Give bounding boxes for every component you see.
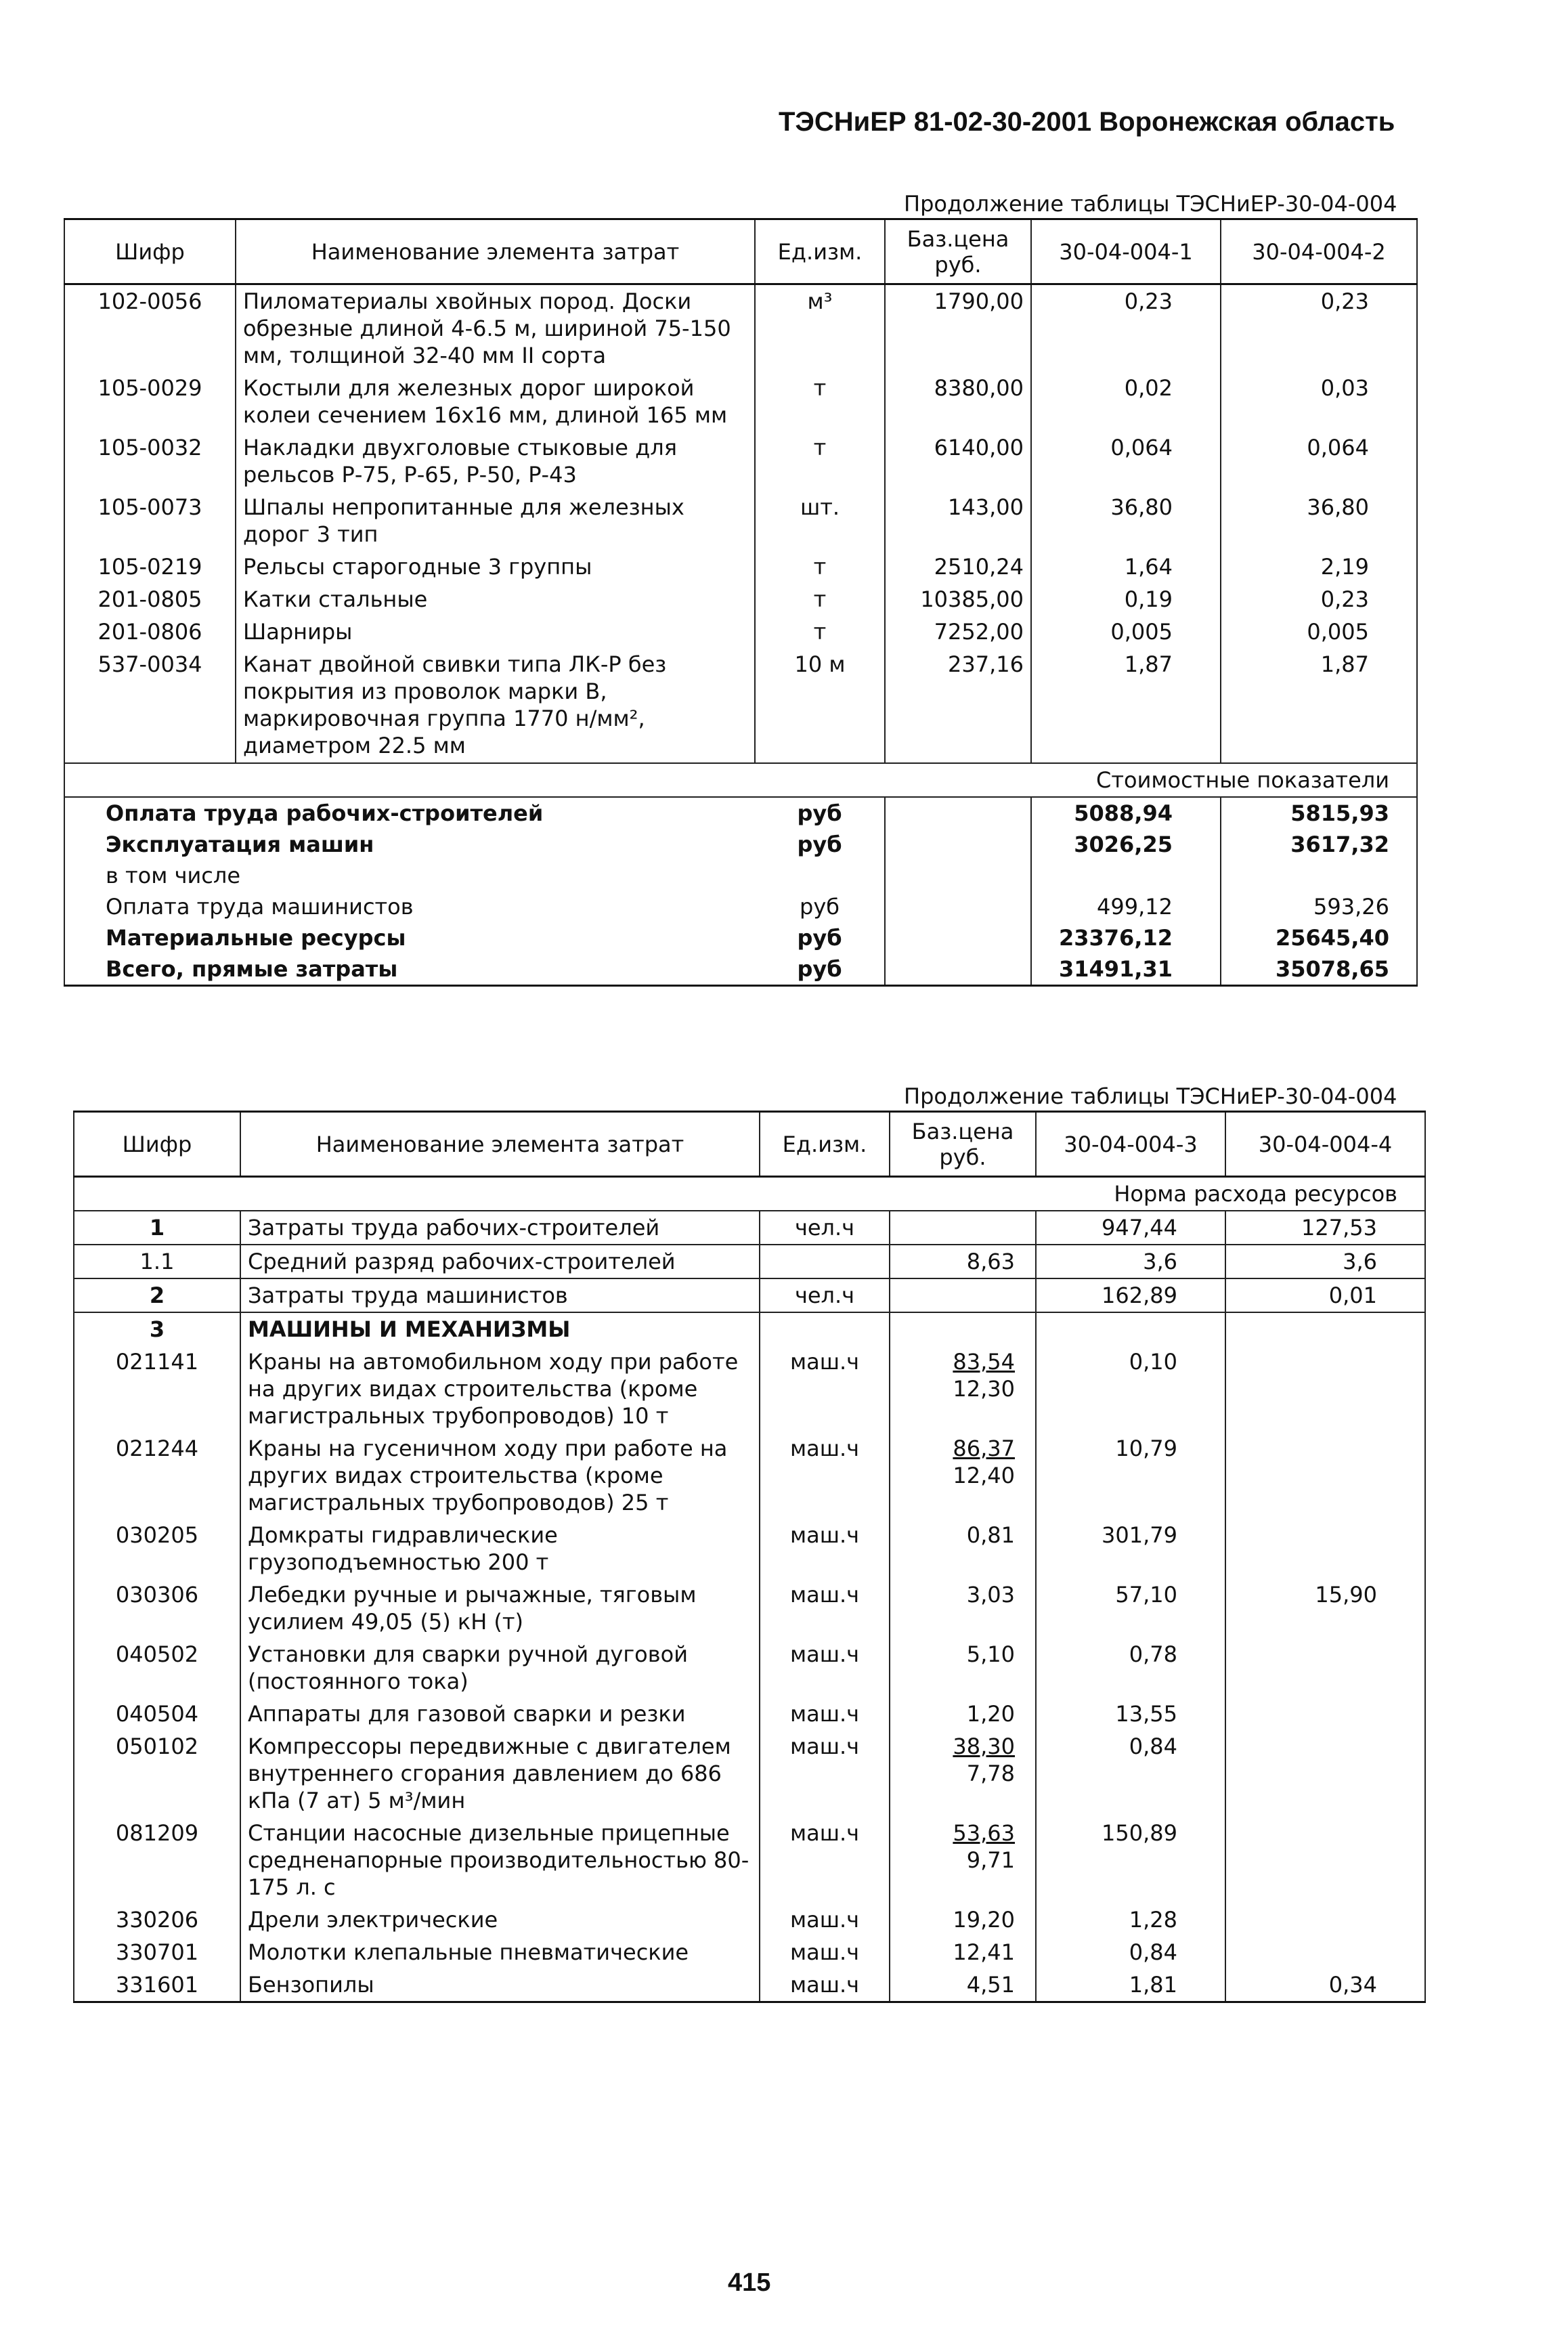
table-row xyxy=(74,1698,1425,1730)
cell-name: МАШИНЫ И МЕХАНИЗМЫ xyxy=(240,1312,760,1345)
cell-c1: 0,23 xyxy=(1031,284,1221,372)
cell-unit: маш.ч xyxy=(760,1817,890,1903)
table2 xyxy=(73,1111,1426,2003)
col-header-c1: 30-04-004-1 xyxy=(1031,219,1221,284)
cell-price: 8380,00 xyxy=(885,372,1031,431)
cell-price: 6140,00 xyxy=(885,431,1031,491)
cell-code: 201-0806 xyxy=(64,616,236,648)
cell-c1: 57,10 xyxy=(1036,1578,1225,1638)
table-row xyxy=(64,648,1417,763)
cell-c2: 127,53 xyxy=(1225,1211,1425,1245)
cell-c1: 162,89 xyxy=(1036,1278,1225,1312)
cell-c2: 0,01 xyxy=(1225,1278,1425,1312)
cell-code: 021141 xyxy=(74,1345,240,1432)
cell-c2: 0,03 xyxy=(1221,372,1417,431)
cell-c2 xyxy=(1225,1903,1425,1936)
table-row xyxy=(74,1211,1425,1245)
cell-c2: 3,6 xyxy=(1225,1245,1425,1278)
norm-header-row xyxy=(74,1177,1425,1211)
cell-name: Аппараты для газовой сварки и резки xyxy=(240,1698,760,1730)
table-row xyxy=(74,1638,1425,1698)
cell-price: 19,20 xyxy=(890,1903,1036,1936)
cell-name: в том числе xyxy=(64,860,755,891)
cell-unit: маш.ч xyxy=(760,1519,890,1578)
cost-row xyxy=(64,797,1417,829)
table1-continuation: Продолжение таблицы ТЭСНиЕР-30-04-004 xyxy=(904,191,1397,217)
cell-unit: т xyxy=(755,616,885,648)
cell-unit: маш.ч xyxy=(760,1698,890,1730)
table-row xyxy=(64,551,1417,583)
cell-price: 143,00 xyxy=(885,491,1031,551)
col-header-c2: 30-04-004-4 xyxy=(1225,1112,1425,1177)
cell-unit: маш.ч xyxy=(760,1578,890,1638)
cell-price xyxy=(890,1345,1036,1432)
cell-unit: маш.ч xyxy=(760,1432,890,1519)
cell-code: 330206 xyxy=(74,1903,240,1936)
cell-code: 1 xyxy=(74,1211,240,1245)
cell-price xyxy=(885,860,1031,891)
table-row xyxy=(74,1578,1425,1638)
cell-unit: м³ xyxy=(755,284,885,372)
cell-name: Шпалы непропитанные для железных дорог 3 тип xyxy=(236,491,755,551)
cell-c1: 13,55 xyxy=(1036,1698,1225,1730)
cell-name: Бензопилы xyxy=(240,1968,760,2002)
cell-c1: 1,28 xyxy=(1036,1903,1225,1936)
cell-price: 5,10 xyxy=(890,1638,1036,1698)
cell-price xyxy=(890,1211,1036,1245)
cell-code: 105-0073 xyxy=(64,491,236,551)
cell-c2: 3617,32 xyxy=(1221,829,1417,860)
cell-c1: 0,10 xyxy=(1036,1345,1225,1432)
cell-name: Эксплуатация машин xyxy=(64,829,755,860)
cell-unit: чел.ч xyxy=(760,1278,890,1312)
table2-continuation: Продолжение таблицы ТЭСНиЕР-30-04-004 xyxy=(904,1083,1397,1109)
cell-c1: 1,64 xyxy=(1031,551,1221,583)
cost-row xyxy=(64,953,1417,986)
cell-name: Средний разряд рабочих-строителей xyxy=(240,1245,760,1278)
cell-name: Краны на гусеничном ходу при работе на других видах строительства (кроме магистральных трубопроводов) 25 т xyxy=(240,1432,760,1519)
cell-c2 xyxy=(1225,1638,1425,1698)
cell-c2 xyxy=(1225,1312,1425,1345)
price-wage: 12,30 xyxy=(953,1376,1015,1402)
cell-name: Шарниры xyxy=(236,616,755,648)
cell-name: Молотки клепальные пневматические xyxy=(240,1936,760,1968)
col-header-code: Шифр xyxy=(74,1112,240,1177)
cell-c1: 0,84 xyxy=(1036,1936,1225,1968)
cell-unit: т xyxy=(755,431,885,491)
cell-unit xyxy=(760,1245,890,1278)
cell-unit: руб xyxy=(755,922,885,953)
cell-unit: маш.ч xyxy=(760,1730,890,1817)
cell-name: Станции насосные дизельные прицепные средненапорные производительностью 80-175 л. с xyxy=(240,1817,760,1903)
cell-c2: 35078,65 xyxy=(1221,953,1417,986)
price-fraction xyxy=(953,1435,1015,1489)
cell-c2 xyxy=(1225,1519,1425,1578)
cell-price: 2510,24 xyxy=(885,551,1031,583)
cell-name: Пиломатериалы хвойных пород. Доски обрезные длиной 4-6.5 м, шириной 75-150 мм, толщиной 32-40 мм II сорта xyxy=(236,284,755,372)
cell-code: 105-0219 xyxy=(64,551,236,583)
cell-code: 1.1 xyxy=(74,1245,240,1278)
table-row xyxy=(64,284,1417,372)
norm-header: Норма расхода ресурсов xyxy=(74,1177,1425,1211)
cell-price: 10385,00 xyxy=(885,583,1031,616)
cell-unit: маш.ч xyxy=(760,1968,890,2002)
cell-c1: 499,12 xyxy=(1031,891,1221,922)
cell-c2: 0,23 xyxy=(1221,583,1417,616)
cell-code: 105-0029 xyxy=(64,372,236,431)
price-total: 86,37 xyxy=(953,1436,1015,1461)
table-row xyxy=(74,1968,1425,2002)
table-row xyxy=(74,1432,1425,1519)
cell-name: Краны на автомобильном ходу при работе на других видах строительства (кроме магистральных трубопроводов) 10 т xyxy=(240,1345,760,1432)
cell-c2: 0,34 xyxy=(1225,1968,1425,2002)
cell-unit: руб xyxy=(755,797,885,829)
cost-row xyxy=(64,922,1417,953)
cell-name: Всего, прямые затраты xyxy=(64,953,755,986)
cell-unit: руб xyxy=(755,953,885,986)
cell-name: Канат двойной свивки типа ЛК-Р без покрытия из проволок марки В, маркировочная группа 1770 н/мм², диаметром 22.5 мм xyxy=(236,648,755,763)
cell-name: Оплата труда рабочих-строителей xyxy=(64,797,755,829)
cell-unit: шт. xyxy=(755,491,885,551)
cell-name: Домкраты гидравлические грузоподъемностью 200 т xyxy=(240,1519,760,1578)
cell-code: 3 xyxy=(74,1312,240,1345)
table-row xyxy=(74,1245,1425,1278)
table1 xyxy=(64,218,1418,987)
cell-price xyxy=(890,1730,1036,1817)
cell-unit: маш.ч xyxy=(760,1903,890,1936)
price-wage: 9,71 xyxy=(966,1847,1015,1873)
table-row xyxy=(64,372,1417,431)
table-row xyxy=(74,1730,1425,1817)
cell-c1: 301,79 xyxy=(1036,1519,1225,1578)
cell-name: Дрели электрические xyxy=(240,1903,760,1936)
cell-price xyxy=(885,891,1031,922)
cell-c1 xyxy=(1031,860,1221,891)
cell-c1: 0,005 xyxy=(1031,616,1221,648)
cell-c1: 0,19 xyxy=(1031,583,1221,616)
table-row xyxy=(64,431,1417,491)
cell-code: 030306 xyxy=(74,1578,240,1638)
cell-price xyxy=(890,1278,1036,1312)
col-header-name: Наименование элемента затрат xyxy=(240,1112,760,1177)
cell-name: Рельсы старогодные 3 группы xyxy=(236,551,755,583)
cell-code: 040502 xyxy=(74,1638,240,1698)
cell-c1: 5088,94 xyxy=(1031,797,1221,829)
cell-price xyxy=(885,922,1031,953)
cell-price: 7252,00 xyxy=(885,616,1031,648)
cell-c2: 0,005 xyxy=(1221,616,1417,648)
cell-c1: 0,064 xyxy=(1031,431,1221,491)
cell-name: Оплата труда машинистов xyxy=(64,891,755,922)
cell-unit: 10 м xyxy=(755,648,885,763)
price-total: 38,30 xyxy=(953,1734,1015,1759)
cell-unit: маш.ч xyxy=(760,1936,890,1968)
cell-name: Катки стальные xyxy=(236,583,755,616)
table-row xyxy=(64,583,1417,616)
cell-c1: 1,81 xyxy=(1036,1968,1225,2002)
price-total: 83,54 xyxy=(953,1349,1015,1375)
cell-c1: 31491,31 xyxy=(1031,953,1221,986)
cell-unit xyxy=(760,1312,890,1345)
cell-code: 537-0034 xyxy=(64,648,236,763)
col-header-unit: Ед.изм. xyxy=(755,219,885,284)
cell-code: 102-0056 xyxy=(64,284,236,372)
col-header-price: Баз.цена руб. xyxy=(885,219,1031,284)
cell-name: Материальные ресурсы xyxy=(64,922,755,953)
cell-c2 xyxy=(1225,1345,1425,1432)
cell-c2 xyxy=(1225,1698,1425,1730)
cell-price xyxy=(885,953,1031,986)
cell-c1: 0,84 xyxy=(1036,1730,1225,1817)
col-header-code: Шифр xyxy=(64,219,236,284)
cell-price: 237,16 xyxy=(885,648,1031,763)
cell-code: 331601 xyxy=(74,1968,240,2002)
cell-price xyxy=(890,1432,1036,1519)
cell-price: 1790,00 xyxy=(885,284,1031,372)
cell-unit: маш.ч xyxy=(760,1638,890,1698)
cell-name: Костыли для железных дорог широкой колеи сечением 16х16 мм, длиной 165 мм xyxy=(236,372,755,431)
cell-unit: руб xyxy=(755,891,885,922)
cell-c1: 0,78 xyxy=(1036,1638,1225,1698)
cell-price: 0,81 xyxy=(890,1519,1036,1578)
cell-unit: маш.ч xyxy=(760,1345,890,1432)
table-row xyxy=(74,1312,1425,1345)
cell-c2: 36,80 xyxy=(1221,491,1417,551)
cell-c2: 5815,93 xyxy=(1221,797,1417,829)
cell-price: 1,20 xyxy=(890,1698,1036,1730)
cell-c2: 0,064 xyxy=(1221,431,1417,491)
cell-code: 050102 xyxy=(74,1730,240,1817)
cell-code: 081209 xyxy=(74,1817,240,1903)
cell-price: 3,03 xyxy=(890,1578,1036,1638)
table-row xyxy=(64,491,1417,551)
cell-c2 xyxy=(1225,1936,1425,1968)
cell-name: Установки для сварки ручной дуговой (постоянного тока) xyxy=(240,1638,760,1698)
cost-header-row xyxy=(64,763,1417,797)
cell-code: 040504 xyxy=(74,1698,240,1730)
cell-c1: 947,44 xyxy=(1036,1211,1225,1245)
col-header-c1: 30-04-004-3 xyxy=(1036,1112,1225,1177)
document-header: ТЭСНиЕР 81-02-30-2001 Воронежская область xyxy=(779,107,1395,137)
cell-c1: 0,02 xyxy=(1031,372,1221,431)
table-row xyxy=(74,1278,1425,1312)
cell-code: 030205 xyxy=(74,1519,240,1578)
cell-c2: 15,90 xyxy=(1225,1578,1425,1638)
cost-header: Стоимостные показатели xyxy=(64,763,1417,797)
cell-c1: 3026,25 xyxy=(1031,829,1221,860)
cell-name: Затраты труда машинистов xyxy=(240,1278,760,1312)
cell-name: Лебедки ручные и рычажные, тяговым усилием 49,05 (5) кН (т) xyxy=(240,1578,760,1638)
cell-name: Накладки двухголовые стыковые для рельсов Р-75, Р-65, Р-50, Р-43 xyxy=(236,431,755,491)
cell-c2: 25645,40 xyxy=(1221,922,1417,953)
cost-row xyxy=(64,891,1417,922)
cell-c2: 0,23 xyxy=(1221,284,1417,372)
cell-c1: 150,89 xyxy=(1036,1817,1225,1903)
cell-unit: чел.ч xyxy=(760,1211,890,1245)
cell-unit: т xyxy=(755,551,885,583)
cell-c2: 593,26 xyxy=(1221,891,1417,922)
cell-code: 201-0805 xyxy=(64,583,236,616)
price-wage: 7,78 xyxy=(966,1761,1015,1786)
col-header-unit: Ед.изм. xyxy=(760,1112,890,1177)
cell-c1: 1,87 xyxy=(1031,648,1221,763)
table-row xyxy=(74,1903,1425,1936)
col-header-price: Баз.цена руб. xyxy=(890,1112,1036,1177)
price-fraction xyxy=(953,1820,1015,1874)
table-row xyxy=(74,1936,1425,1968)
cell-c2 xyxy=(1221,860,1417,891)
cell-price: 12,41 xyxy=(890,1936,1036,1968)
cell-c2 xyxy=(1225,1817,1425,1903)
cell-name: Затраты труда рабочих-строителей xyxy=(240,1211,760,1245)
cost-row xyxy=(64,860,1417,891)
cost-row xyxy=(64,829,1417,860)
price-fraction xyxy=(953,1348,1015,1402)
cell-unit: т xyxy=(755,583,885,616)
cell-price xyxy=(890,1817,1036,1903)
cell-code: 330701 xyxy=(74,1936,240,1968)
cell-code: 105-0032 xyxy=(64,431,236,491)
table-row xyxy=(74,1817,1425,1903)
price-wage: 12,40 xyxy=(953,1463,1015,1488)
cell-code: 021244 xyxy=(74,1432,240,1519)
cell-price: 4,51 xyxy=(890,1968,1036,2002)
cell-c2 xyxy=(1225,1432,1425,1519)
price-fraction xyxy=(953,1733,1015,1787)
table-row xyxy=(74,1519,1425,1578)
col-header-name: Наименование элемента затрат xyxy=(236,219,755,284)
price-total: 53,63 xyxy=(953,1820,1015,1846)
cell-c2: 1,87 xyxy=(1221,648,1417,763)
page-number: 415 xyxy=(728,2268,771,2297)
cell-unit xyxy=(755,860,885,891)
cell-unit: руб xyxy=(755,829,885,860)
cell-price xyxy=(890,1312,1036,1345)
cell-c2: 2,19 xyxy=(1221,551,1417,583)
table-row xyxy=(74,1345,1425,1432)
cell-c1: 3,6 xyxy=(1036,1245,1225,1278)
cell-c1: 10,79 xyxy=(1036,1432,1225,1519)
cell-c1: 23376,12 xyxy=(1031,922,1221,953)
cell-price xyxy=(885,797,1031,829)
col-header-c2: 30-04-004-2 xyxy=(1221,219,1417,284)
cell-c1 xyxy=(1036,1312,1225,1345)
cell-c1: 36,80 xyxy=(1031,491,1221,551)
cell-c2 xyxy=(1225,1730,1425,1817)
cell-unit: т xyxy=(755,372,885,431)
cell-code: 2 xyxy=(74,1278,240,1312)
cell-price: 8,63 xyxy=(890,1245,1036,1278)
table-row xyxy=(64,616,1417,648)
cell-name: Компрессоры передвижные с двигателем внутреннего сгорания давлением до 686 кПа (7 ат) 5 м³/мин xyxy=(240,1730,760,1817)
cell-price xyxy=(885,829,1031,860)
